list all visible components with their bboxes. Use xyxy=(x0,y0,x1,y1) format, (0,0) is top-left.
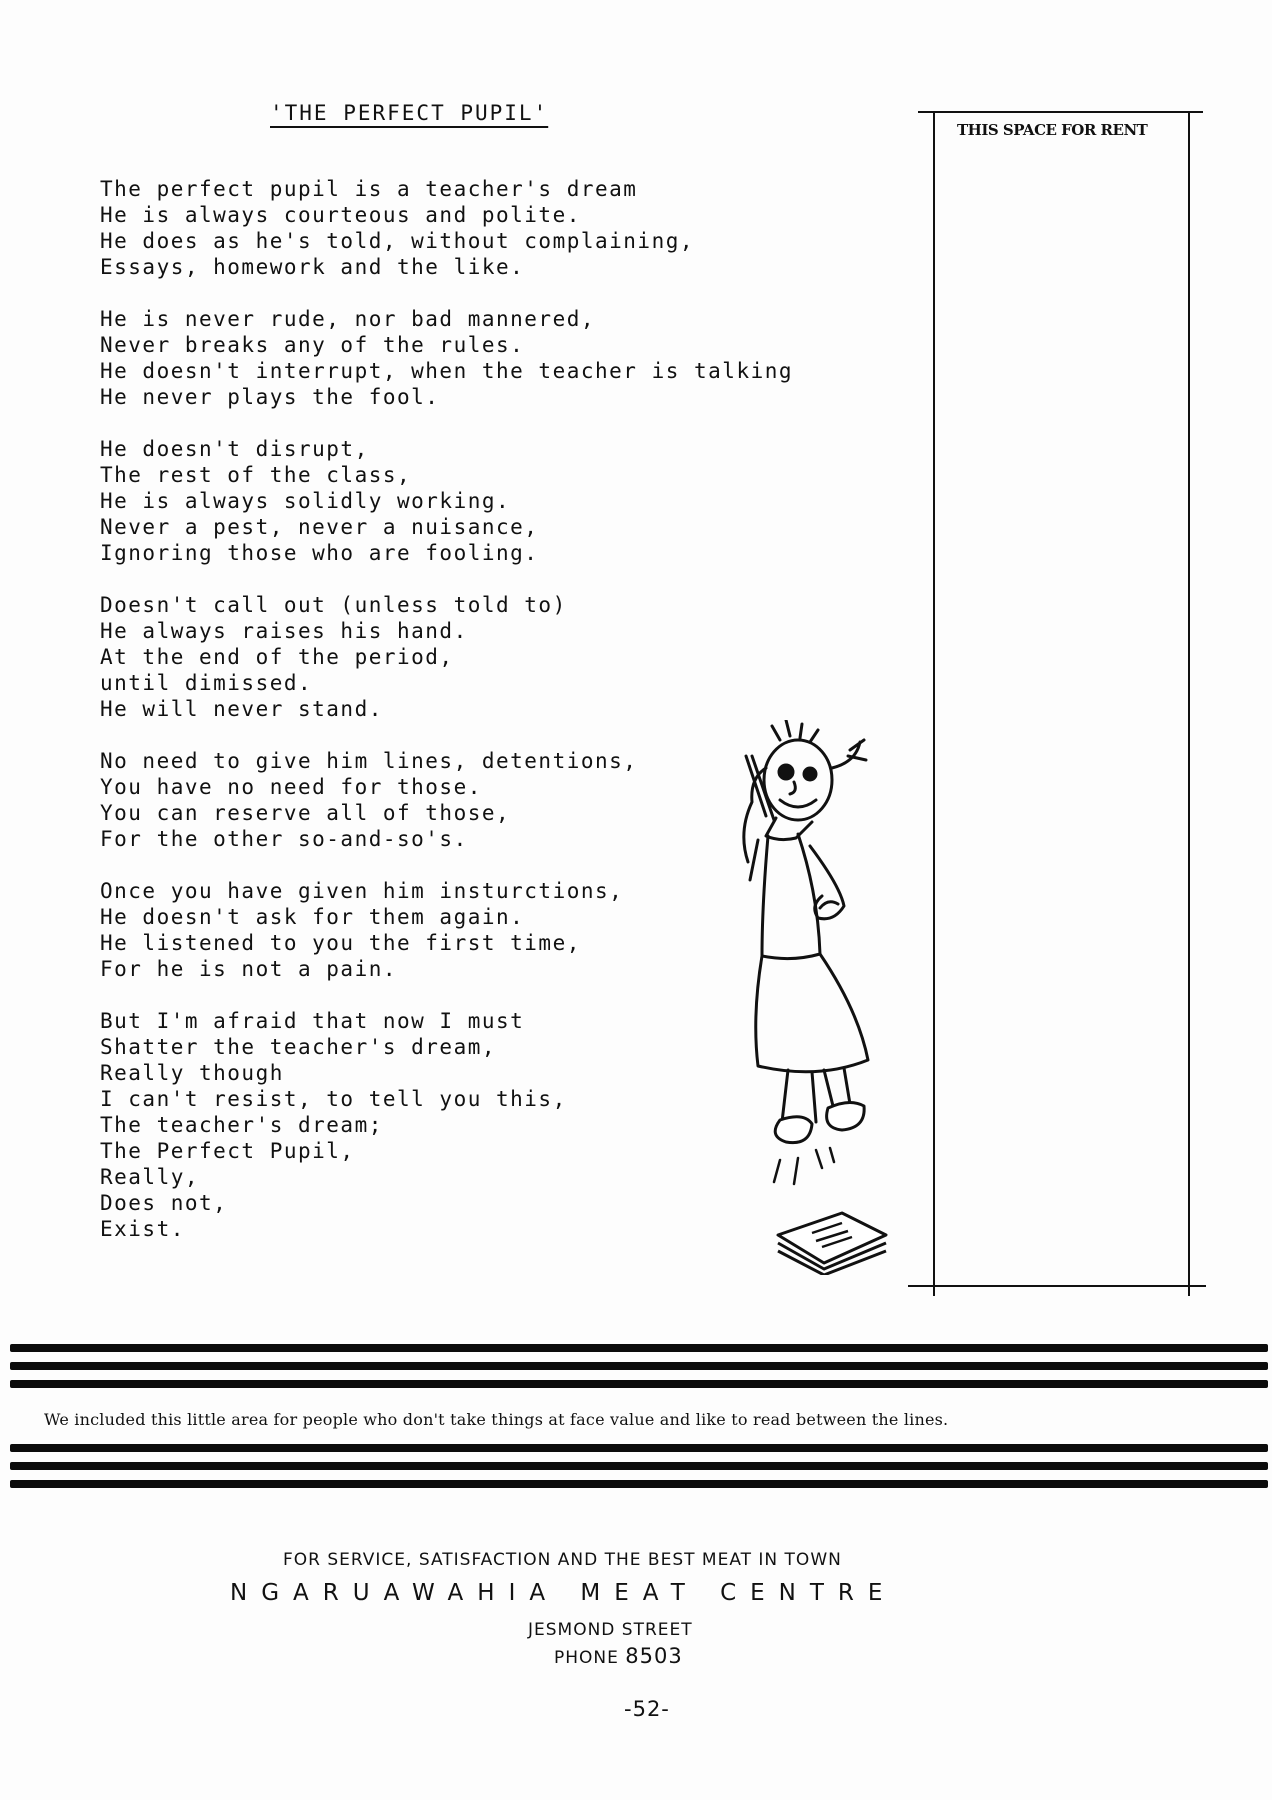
poem-line: Never breaks any of the rules. xyxy=(100,333,525,357)
poem-line: He never plays the fool. xyxy=(100,385,440,409)
poem-line: He does as he's told, without complaining, xyxy=(100,229,695,253)
bottom-stripe-band xyxy=(10,1444,1268,1498)
poem-line: He doesn't disrupt, xyxy=(100,437,369,461)
poem-line: He is never rude, nor bad mannered, xyxy=(100,307,596,331)
poem-line: Never a pest, never a nuisance, xyxy=(100,515,539,539)
poem-title: 'THE PERFECT PUPIL' xyxy=(270,101,549,125)
top-stripe-band xyxy=(10,1344,1268,1398)
poem-line: Really, xyxy=(100,1165,200,1189)
poem-line: Doesn't call out (unless told to) xyxy=(100,593,567,617)
stanza-4 xyxy=(100,592,900,722)
stanza-2 xyxy=(100,306,900,410)
poem-line: He will never stand. xyxy=(100,697,383,721)
poem-line: No need to give him lines, detentions, xyxy=(100,749,638,773)
poem-line: He always raises his hand. xyxy=(100,619,468,643)
stripe xyxy=(10,1380,1268,1388)
poem-line: He is always courteous and polite. xyxy=(100,203,581,227)
poem-line: He listened to you the first time, xyxy=(100,931,581,955)
poem-line: The rest of the class, xyxy=(100,463,412,487)
advert-phone xyxy=(554,1644,683,1668)
poem-line: The perfect pupil is a teacher's dream xyxy=(100,177,638,201)
stripe xyxy=(10,1444,1268,1452)
advert-street: JESMOND STREET xyxy=(528,1620,693,1640)
stripe xyxy=(10,1362,1268,1370)
poem-line: You have no need for those. xyxy=(100,775,482,799)
advert-phone-label: PHONE xyxy=(554,1648,619,1668)
poem-line: You can reserve all of those, xyxy=(100,801,511,825)
stanza-1 xyxy=(100,176,900,280)
advert-business-name: NGARUAWAHIA MEAT CENTRE xyxy=(230,1580,897,1606)
between-the-lines-note: We included this little area for people who don't take things at face value and like to read between the lines. xyxy=(44,1410,949,1429)
rent-box xyxy=(933,111,1190,1296)
poem-line: until dimissed. xyxy=(100,671,313,695)
poem-line: He is always solidly working. xyxy=(100,489,511,513)
poem-line: Does not, xyxy=(100,1191,228,1215)
poem-line: The Perfect Pupil, xyxy=(100,1139,355,1163)
dropped-book-icon xyxy=(772,1205,892,1275)
poem-line: Once you have given him insturctions, xyxy=(100,879,624,903)
poem-line: Ignoring those who are fooling. xyxy=(100,541,539,565)
poem-line: Exist. xyxy=(100,1217,185,1241)
stripe xyxy=(10,1344,1268,1352)
poem-line: The teacher's dream; xyxy=(100,1113,383,1137)
poem-line: He doesn't ask for them again. xyxy=(100,905,525,929)
advert-tagline: FOR SERVICE, SATISFACTION AND THE BEST MEAT IN TOWN xyxy=(283,1550,842,1570)
stanza-3 xyxy=(100,436,900,566)
page-number: -52- xyxy=(624,1697,670,1721)
rent-box-bottom-rule xyxy=(908,1285,1206,1287)
poem-line: At the end of the period, xyxy=(100,645,454,669)
poem-line: But I'm afraid that now I must xyxy=(100,1009,525,1033)
rent-box-label: THIS SPACE FOR RENT xyxy=(957,121,1148,139)
poem-line: I can't resist, to tell you this, xyxy=(100,1087,567,1111)
jumping-pupil-illustration xyxy=(740,720,910,1200)
poem-line: For he is not a pain. xyxy=(100,957,398,981)
poem-line: Essays, homework and the like. xyxy=(100,255,525,279)
poem-line: Shatter the teacher's dream, xyxy=(100,1035,497,1059)
advert-phone-number: 8503 xyxy=(625,1644,683,1668)
stripe xyxy=(10,1462,1268,1470)
poem-line: For the other so-and-so's. xyxy=(100,827,468,851)
poem-line: He doesn't interrupt, when the teacher is talking xyxy=(100,359,794,383)
stripe xyxy=(10,1480,1268,1488)
poem-line: Really though xyxy=(100,1061,284,1085)
